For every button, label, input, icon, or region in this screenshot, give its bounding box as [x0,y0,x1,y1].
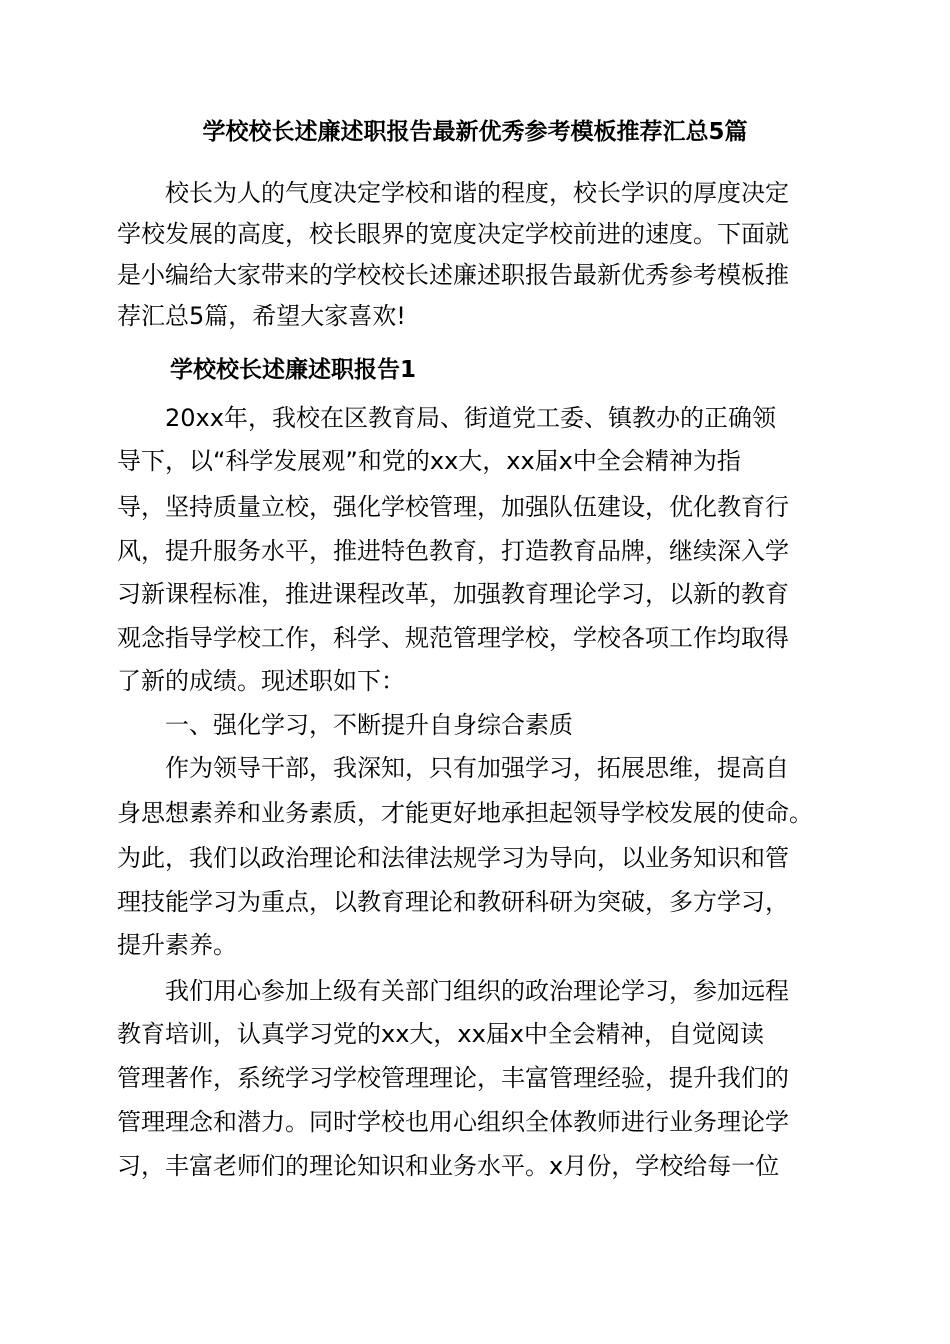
paragraph-line: 观念指导学校工作，科学、规范管理学校，学校各项工作均取得 [117,624,789,652]
paragraph-line: 导，坚持质量立校，强化学校管理，加强队伍建设，优化教育行 [117,493,789,521]
subheading: 一、强化学习，不断提升自身综合素质 [165,711,573,739]
section-heading: 学校校长述廉述职报告1 [170,357,417,383]
paragraph-line: 身思想素养和业务素质，才能更好地承担起领导学校发展的使命。 [117,799,813,827]
document-title: 学校校长述廉述职报告最新优秀参考模板推荐汇总5篇 [202,119,748,145]
intro-line: 校长为人的气度决定学校和谐的程度，校长学识的厚度决定 [165,179,789,207]
intro-line: 是小编给大家带来的学校校长述廉述职报告最新优秀参考模板推 [117,261,789,289]
paragraph-line: 提升素养。 [117,931,237,959]
paragraph-line: 风，提升服务水平，推进特色教育，打造教育品牌，继续深入学 [117,537,789,565]
paragraph-line: 导下，以“科学发展观”和党的xx大，xx届x中全会精神为指 [117,447,741,475]
paragraph-line: 作为领导干部，我深知，只有加强学习，拓展思维，提高自 [165,754,789,782]
paragraph-line: 管理理念和潜力。同时学校也用心组织全体教师进行业务理论学 [117,1108,789,1136]
paragraph-line: 我们用心参加上级有关部门组织的政治理论学习，参加远程 [165,977,789,1005]
intro-line: 学校发展的高度，校长眼界的宽度决定学校前进的速度。下面就 [117,220,789,248]
paragraph-line: 教育培训，认真学习党的xx大，xx届x中全会精神，自觉阅读 [117,1020,765,1048]
paragraph-line: 理技能学习为重点，以教育理论和教研科研为突破，多方学习， [117,888,789,916]
paragraph-line: 为此，我们以政治理论和法律法规学习为导向，以业务知识和管 [117,844,789,872]
paragraph-line: 了新的成绩。现述职如下： [117,667,405,695]
intro-line: 荐汇总5篇，希望大家喜欢! [117,302,406,330]
paragraph-line: 习新课程标准，推进课程改革，加强教育理论学习，以新的教育 [117,580,789,608]
paragraph-line: 20xx年，我校在区教育局、街道党工委、镇教办的正确领 [165,404,776,432]
paragraph-line: 习，丰富老师们的理论知识和业务水平。x月份，学校给每一位 [117,1152,780,1180]
paragraph-line: 管理著作，系统学习学校管理理论，丰富管理经验，提升我们的 [117,1064,789,1092]
